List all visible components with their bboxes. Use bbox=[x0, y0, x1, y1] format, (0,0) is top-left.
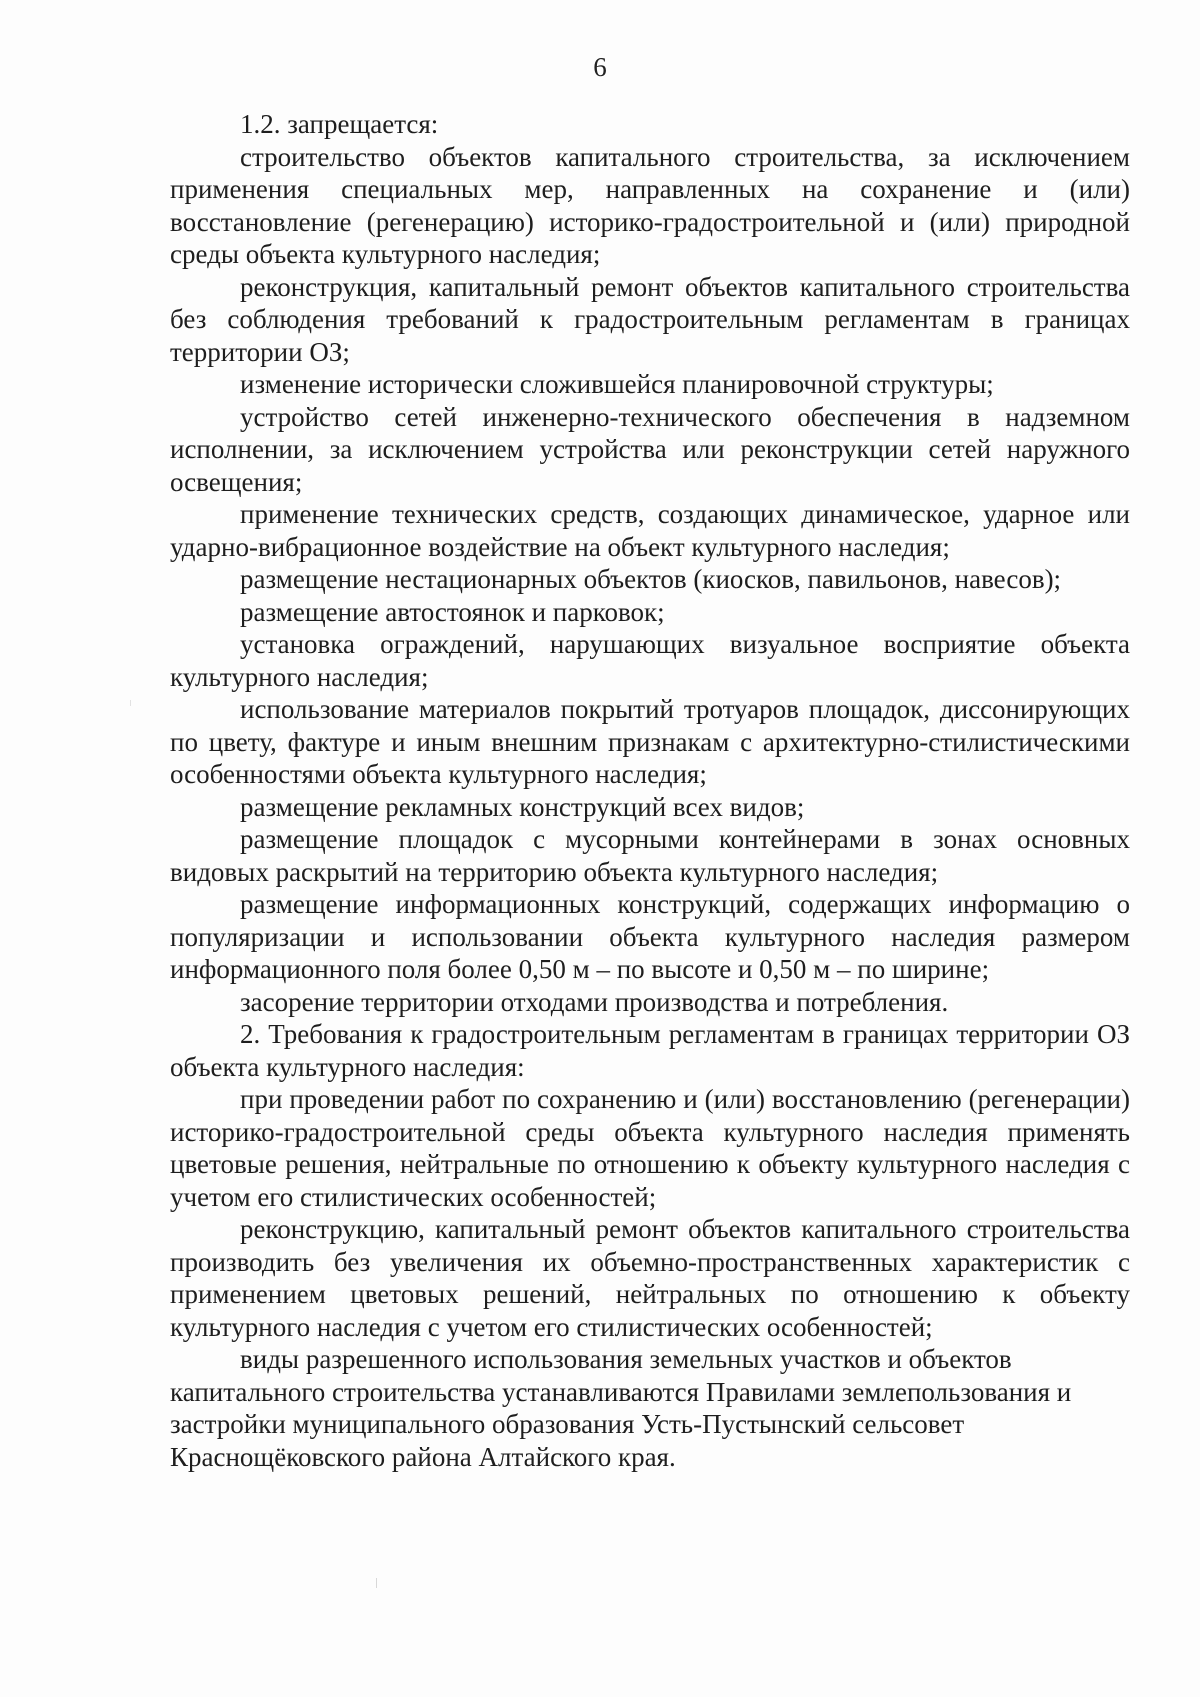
paragraph-prohibition-materials: использование материалов покрытий тротуаров площадок, диссонирующих по цвету, фактуре и иным внешним признакам с архитектурно-стилистическими особенностями объекта культурного наследия; bbox=[170, 694, 1130, 789]
paragraph-prohibition-littering: засорение территории отходами производства и потребления. bbox=[240, 986, 949, 1017]
paragraph-1-2-heading: 1.2. запрещается: bbox=[240, 109, 439, 139]
document-body bbox=[170, 108, 1130, 1473]
paragraph-requirement-reconstruction: реконструкцию, капитальный ремонт объектов капитального строительства производить без увеличения их объемно-пространственных характеристик с применением цветовых решений, нейтральных по отношению к объекту культурного наследия с учетом его стилистических особенностей; bbox=[170, 1214, 1130, 1342]
paragraph-requirement-land-use: виды разрешенного использования земельных участков и объектов капитального строительства устанавливаются Правилами землепользования и застройки муниципального образования Усть-Пустынский сельсовет Краснощёковского района Алтайского края. bbox=[170, 1344, 1072, 1472]
paragraph-prohibition-planning-structure: изменение исторически сложившейся планировочной структуры; bbox=[240, 369, 994, 399]
paragraph-prohibition-construction: строительство объектов капитального строительства, за исключением применения специальных мер, направленных на сохранение и (или) восстановление (регенерацию) историко-градостроительной и (или) природной среды объекта культурного наследия; bbox=[170, 141, 1130, 269]
paragraph-requirement-colors: при проведении работ по сохранению и (или) восстановлению (регенерации) историко-градостроительной среды объекта культурного наследия применять цветовые решения, нейтральные по отношению к объекту культурного наследия с учетом его стилистических особенностей; bbox=[170, 1084, 1130, 1212]
paragraph-prohibition-info-structures: размещение информационных конструкций, содержащих информацию о популяризации и использовании объекта культурного наследия размером информационного поля более 0,50 м – по высоте и 0,50 м – по ширине; bbox=[170, 889, 1130, 984]
paragraph-prohibition-kiosks: размещение нестационарных объектов (киосков, павильонов, навесов); bbox=[240, 564, 1062, 594]
paragraph-prohibition-networks: устройство сетей инженерно-технического обеспечения в надземном исполнении, за исключением устройства или реконструкции сетей наружного освещения; bbox=[170, 401, 1130, 497]
page-number: 6 bbox=[593, 52, 607, 82]
paragraph-prohibition-reconstruction: реконструкция, капитальный ремонт объектов капитального строительства без соблюдения требований к градостроительным регламентам в границах территории ОЗ; bbox=[170, 271, 1130, 367]
paragraph-prohibition-parking: размещение автостоянок и парковок; bbox=[240, 596, 665, 627]
paragraph-prohibition-technical-means: применение технических средств, создающих динамическое, ударное или ударно-вибрационное воздействие на объект культурного наследия; bbox=[170, 499, 1130, 562]
paragraph-prohibition-fences: установка ограждений, нарушающих визуальное восприятие объекта культурного наследия; bbox=[170, 629, 1130, 692]
paragraph-prohibition-advertising: размещение рекламных конструкций всех видов; bbox=[240, 791, 805, 822]
scan-artifact bbox=[376, 1578, 377, 1588]
scan-artifact bbox=[130, 700, 131, 706]
paragraph-2-heading: 2. Требования к градостроительным регламентам в границах территории ОЗ объекта культурного наследия: bbox=[170, 1019, 1130, 1082]
paragraph-prohibition-containers: размещение площадок с мусорными контейнерами в зонах основных видовых раскрытий на территорию объекта культурного наследия; bbox=[170, 824, 1130, 887]
